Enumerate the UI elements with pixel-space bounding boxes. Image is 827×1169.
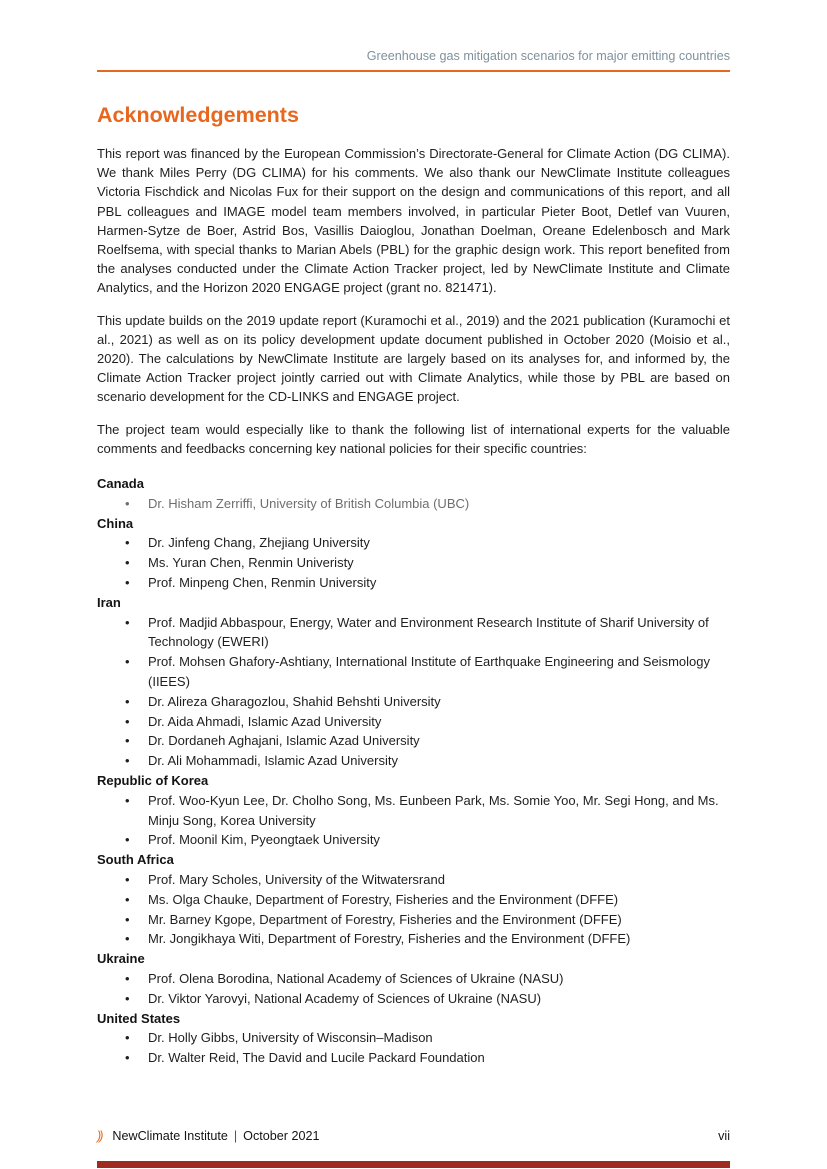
expert-list-item [97, 494, 730, 514]
page-footer [97, 1129, 730, 1143]
bullet-icon: • [125, 1050, 130, 1066]
expert-list-item [97, 573, 730, 593]
expert-list-item [97, 692, 730, 712]
country-heading: South Africa [97, 852, 174, 868]
bullet-icon: • [125, 495, 130, 511]
country-heading: Canada [97, 476, 144, 492]
expert-name-text: Dr. Aida Ahmadi, Islamic Azad University [148, 713, 382, 729]
bullet-icon: • [125, 753, 130, 769]
country-heading: United States [97, 1010, 181, 1026]
expert-list-item [97, 791, 730, 831]
expert-list-item [97, 910, 730, 930]
expert-name-text: Prof. Mohsen Ghafory-Ashtiany, International Institute of Earthquake Engineering and Seismology (IIEES) [148, 654, 710, 690]
page-content [97, 0, 730, 1068]
expert-list-item [97, 870, 730, 890]
bullet-icon: • [125, 713, 130, 729]
body-paragraph: This report was financed by the European Commission’s Directorate-General for Climate Action (DG CLIMA). We thank Miles Perry (DG CLIMA) for his comments. We also thank our NewClimate Institute colleagues Victoria Fischdick and Nicolas Fux for their support on the design and communications of this report, and all PBL colleagues and IMAGE model team members involved, in particular Pieter Boot, Detlef van Vuuren, Harmen-Sytze de Boer, Astrid Bos, Vasillis Daioglou, Jonathan Doelman, Oreane Edelenbosch and Mark Roelfsema, with special thanks to Marian Abels (PBL) for the graphic design work. This report benefited from the analyses conducted under the Climate Action Tracker project, led by NewClimate Institute and Climate Analytics, and the Horizon 2020 ENGAGE project (grant no. 821471). [97, 146, 730, 296]
country-group [97, 593, 730, 771]
bullet-icon: • [125, 535, 130, 551]
expert-name-text: Dr. Jinfeng Chang, Zhejiang University [148, 535, 370, 551]
expert-name-text: Prof. Madjid Abbaspour, Energy, Water and Environment Research Institute of Sharif University of Technology (EWERI) [148, 614, 709, 650]
expert-name-text: Ms. Yuran Chen, Renmin Univeristy [148, 555, 354, 571]
expert-name-text: Prof. Woo-Kyun Lee, Dr. Cholho Song, Ms. Eunbeen Park, Ms. Somie Yoo, Mr. Segi Hong, and Ms. Minju Song, Korea University [148, 792, 719, 828]
bullet-icon: • [125, 792, 130, 808]
footer-date: October 2021 [243, 1129, 320, 1143]
bullet-icon: • [125, 1030, 130, 1046]
newclimate-logo-mark-icon: )) [97, 1129, 102, 1143]
country-heading: Ukraine [97, 951, 145, 967]
bullet-icon: • [125, 911, 130, 927]
expert-name-text: Dr. Dordaneh Aghajani, Islamic Azad University [148, 733, 420, 749]
bullet-icon: • [125, 970, 130, 986]
expert-list-item [97, 731, 730, 751]
country-heading: China [97, 515, 134, 531]
experts-list [97, 474, 730, 1068]
bullet-icon: • [125, 990, 130, 1006]
paragraphs [97, 144, 730, 458]
country-group [97, 514, 730, 593]
expert-name-text: Dr. Alireza Gharagozlou, Shahid Behshti University [148, 693, 441, 709]
bullet-icon: • [125, 733, 130, 749]
expert-name-text: Ms. Olga Chauke, Department of Forestry, Fisheries and the Environment (DFFE) [148, 891, 619, 907]
bullet-icon: • [125, 931, 130, 947]
bullet-icon: • [125, 555, 130, 571]
expert-list-item [97, 553, 730, 573]
expert-list-item [97, 533, 730, 553]
expert-list-item [97, 890, 730, 910]
expert-name-text: Prof. Olena Borodina, National Academy of Sciences of Ukraine (NASU) [148, 970, 564, 986]
country-heading: Republic of Korea [97, 773, 209, 788]
bullet-icon: • [125, 614, 130, 630]
body-paragraph: This update builds on the 2019 update report (Kuramochi et al., 2019) and the 2021 publication (Kuramochi et al., 2021) as well as on its policy development update document published in October 2020 (Moisio et al., 2020). The calculations by NewClimate Institute are largely based on its analyses for, and informed by, the Climate Action Tracker project jointly carried out with Climate Analytics, while those by PBL are based on scenario development for the CD-LINKS and ENGAGE project. [97, 312, 730, 405]
expert-name-text: Dr. Walter Reid, The David and Lucile Packard Foundation [148, 1050, 485, 1066]
country-group [97, 474, 730, 514]
running-header-title: Greenhouse gas mitigation scenarios for major emitting countries [366, 49, 730, 63]
expert-name-text: Dr. Hisham Zerriffi, University of British Columbia (UBC) [148, 495, 470, 511]
expert-name-text: Mr. Barney Kgope, Department of Forestry, Fisheries and the Environment (DFFE) [148, 911, 622, 927]
expert-name-text: Dr. Ali Mohammadi, Islamic Azad University [148, 753, 398, 769]
expert-list-item [97, 989, 730, 1009]
expert-list-item [97, 751, 730, 771]
bullet-icon: • [125, 871, 130, 887]
footer-separator: | [233, 1129, 238, 1143]
header-rule [97, 70, 730, 72]
expert-list-item [97, 830, 730, 850]
country-group [97, 771, 730, 850]
expert-list-item [97, 652, 730, 692]
country-heading: Iran [97, 594, 121, 610]
bullet-icon: • [125, 891, 130, 907]
expert-list-item [97, 1048, 730, 1068]
bullet-icon: • [125, 693, 130, 709]
bullet-icon: • [125, 832, 130, 848]
expert-list-item [97, 613, 730, 653]
expert-name-text: Mr. Jongikhaya Witi, Department of Forestry, Fisheries and the Environment (DFFE) [148, 931, 631, 947]
expert-list-item [97, 1028, 730, 1048]
expert-list-item [97, 712, 730, 732]
expert-name-text: Prof. Mary Scholes, University of the Witwatersrand [148, 871, 445, 887]
footer-institute: NewClimate Institute [112, 1129, 228, 1143]
bullet-icon: • [125, 654, 130, 670]
expert-name-text: Dr. Holly Gibbs, University of Wisconsin–Madison [148, 1030, 433, 1046]
expert-name-text: Prof. Moonil Kim, Pyeongtaek University [148, 832, 380, 848]
page-title: Acknowledgements [97, 103, 299, 127]
country-group [97, 949, 730, 1008]
page-number: vii [718, 1129, 730, 1143]
bullet-icon: • [125, 575, 130, 591]
footer-accent-bar [97, 1161, 730, 1168]
expert-list-item [97, 929, 730, 949]
expert-name-text: Prof. Minpeng Chen, Renmin University [148, 575, 377, 591]
country-group [97, 850, 730, 949]
country-group [97, 1009, 730, 1068]
body-paragraph: The project team would especially like to thank the following list of international experts for the valuable comments and feedbacks concerning key national policies for their specific countries: [97, 421, 730, 456]
expert-list-item [97, 969, 730, 989]
expert-name-text: Dr. Viktor Yarovyi, National Academy of Sciences of Ukraine (NASU) [148, 990, 542, 1006]
